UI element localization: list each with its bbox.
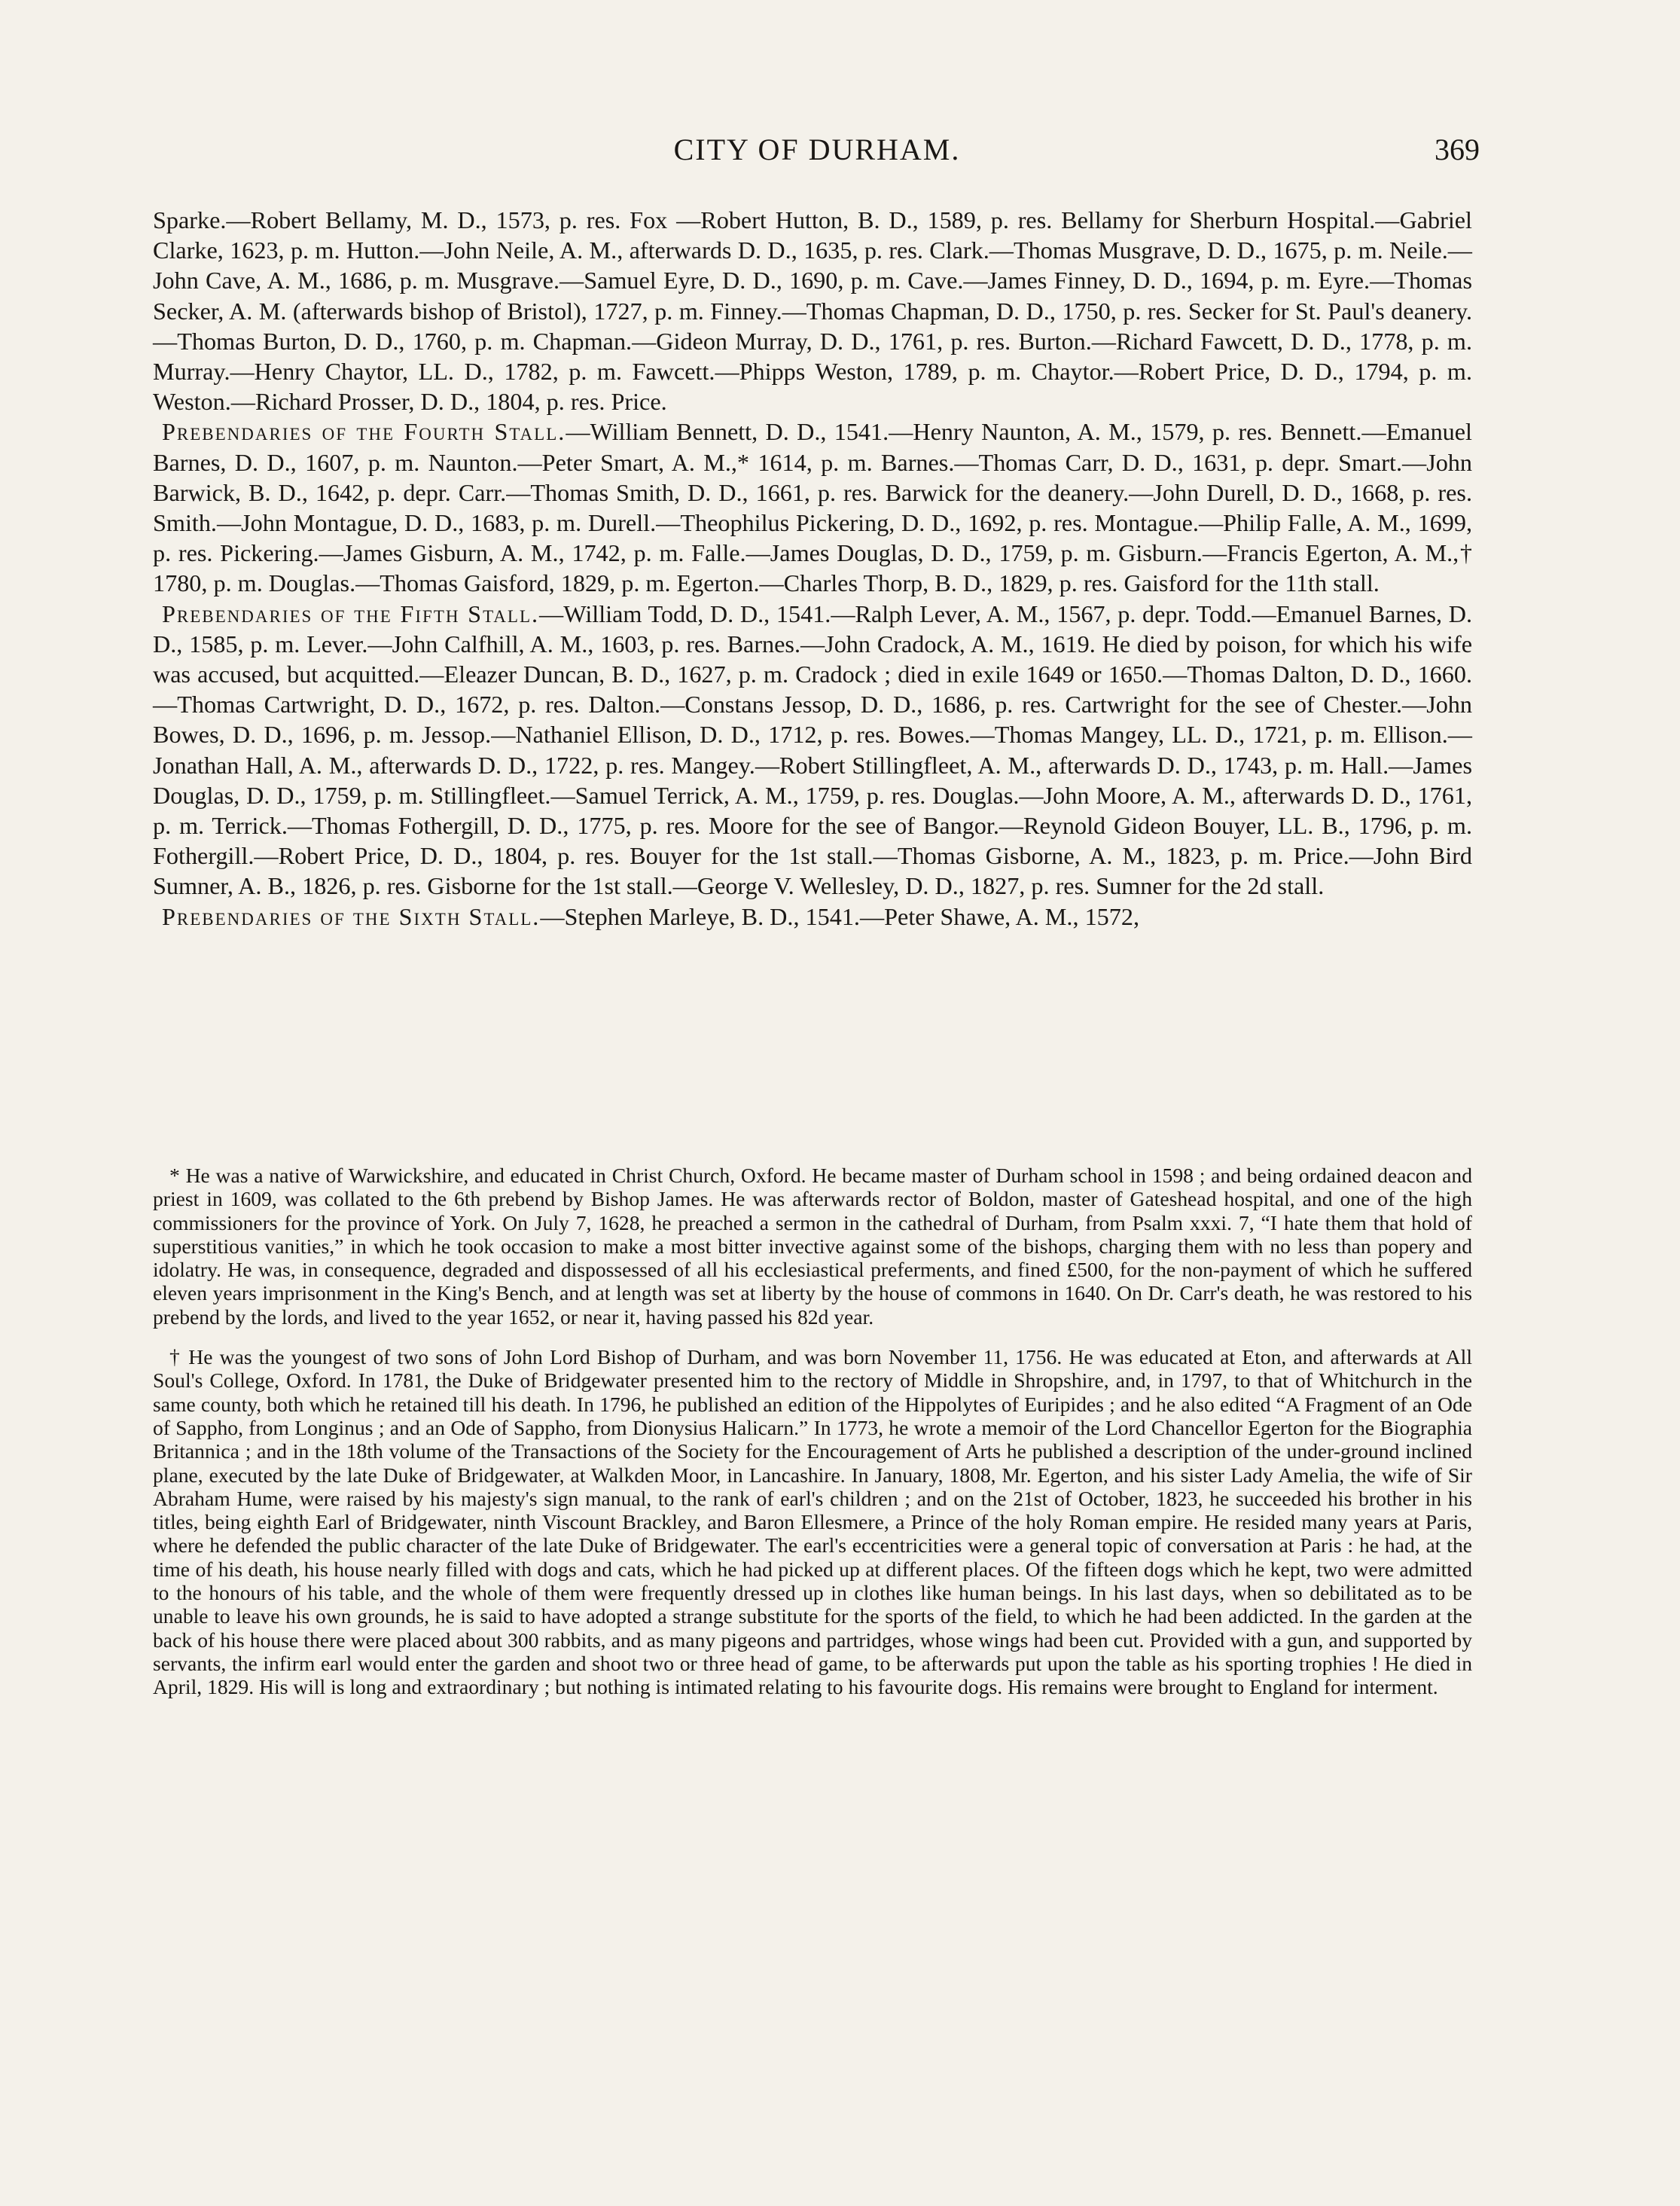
footnotes: [153, 1164, 1472, 1699]
paragraph-third-stall-continued: Sparke.—Robert Bellamy, M. D., 1573, p. res. Fox —Robert Hutton, B. D., 1589, p. res. Bellamy for Sherburn Hospital.—Gabriel Clarke, 1623, p. m. Hutton.—John Neile, A. M., afterwards D. D., 1635, p. res. Clark.—Thomas Musgrave, D. D., 1675, p. m. Neile.—John Cave, A. M., 1686, p. m. Musgrave.—Samuel Eyre, D. D., 1690, p. m. Cave.—James Finney, D. D., 1694, p. m. Eyre.—Thomas Secker, A. M. (afterwards bishop of Bristol), 1727, p. m. Finney.—Thomas Chapman, D. D., 1750, p. res. Secker for St. Paul's deanery.—Thomas Burton, D. D., 1760, p. m. Chapman.—Gideon Murray, D. D., 1761, p. res. Burton.—Richard Fawcett, D. D., 1778, p. m. Murray.—Henry Chaytor, LL. D., 1782, p. m. Fawcett.—Phipps Weston, 1789, p. m. Chaytor.—Robert Price, D. D., 1794, p. m. Weston.—Richard Prosser, D. D., 1804, p. res. Price.: [153, 206, 1472, 416]
footnote-asterisk: * He was a native of Warwickshire, and educated in Christ Church, Oxford. He became master of Durham school in 1598 ; and being ordained deacon and priest in 1609, was collated to the 6th prebend by Bishop James. He was afterwards rector of Boldon, master of Gateshead hospital, and one of the high commissioners for the province of York. On July 7, 1628, he preached a sermon in the cathedral of Durham, from Psalm xxxi. 7, “I hate them that hold of superstitious vanities,” in which he took occasion to make a most bitter invective against some of the bishops, charging them with no less than popery and idolatry. He was, in consequence, degraded and dispossessed of all his ecclesiastical preferments, and fined £500, for the non-payment of which he suffered eleven years imprisonment in the King's Bench, and at length was set at liberty by the house of commons in 1640. On Dr. Carr's death, he was restored to his prebend by the lords, and lived to the year 1652, or near it, having passed his 82d year.: [153, 1164, 1472, 1329]
page-header: [154, 132, 1480, 177]
page-number: 369: [1435, 133, 1480, 166]
footnote-dagger: † He was the youngest of two sons of John Lord Bishop of Durham, and was born November 11, 1756. He was educated at Eton, and afterwards at All Soul's College, Oxford. In 1781, the Duke of Bridgewater presented him to the rectory of Middle in Shropshire, and, in 1797, to that of Whitchurch in the same county, both which he retained till his death. In 1796, he published an edition of the Hippolytes of Euripides ; and he also edited “A Fragment of an Ode of Sappho, from Longinus ; and an Ode of Sappho, from Dionysius Halicarn.” In 1773, he wrote a memoir of the Lord Chancellor Egerton for the Biographia Britannica ; and in the 18th volume of the Transactions of the Society for the Encouragement of Arts he published a description of the under-ground inclined plane, executed by the late Duke of Bridgewater, at Walkden Moor, in Lancashire. In January, 1808, Mr. Egerton, and his sister Lady Amelia, the wife of Sir Abraham Hume, were raised by his majesty's sign manual, to the rank of earl's children ; and on the 21st of October, 1823, he succeeded his brother in his titles, being eighth Earl of Bridgewater, ninth Viscount Brackley, and Baron Ellesmere, a Prince of the holy Roman empire. He resided many years at Paris, where he defended the public character of the late Duke of Bridgewater. The earl's eccentricities were a general topic of conversation at Paris : he had, at the time of his death, his house nearly filled with dogs and cats, which he had picked up at different places. Of the fifteen dogs which he kept, two were admitted to the honours of his table, and the whole of them were frequently dressed up in clothes like human beings. In his last days, when so debilitated as to be unable to leave his own grounds, he is said to have adopted a strange substitute for the sports of the field, to which he had been addicted. In the garden at the back of his house there were placed about 300 rabbits, and as many pigeons and partridges, whose wings had been cut. Provided with a gun, and supported by servants, the infirm earl would enter the garden and shoot two or three head of game, to be afterwards put upon the table as his sporting trophies ! He died in April, 1829. His will is long and extraordinary ; but nothing is intimated relating to his favourite dogs. His remains were brought to England for interment.: [153, 1345, 1472, 1699]
main-text: [153, 205, 1472, 932]
section-label-sixth-stall: Prebendaries of the Sixth Stall.: [162, 902, 541, 930]
section-label-fifth-stall: Prebendaries of the Fifth Stall.: [162, 600, 540, 627]
paragraph-fifth-stall: [153, 599, 1472, 902]
section-text-fourth-stall: —William Bennett, D. D., 1541.—Henry Naunton, A. M., 1579, p. res. Bennett.—Emanuel Barnes, D. D., 1607, p. m. Naunton.—Peter Smart, A. M.,* 1614, p. m. Barnes.—Thomas Carr, D. D., 1631, p. depr. Smart.—John Barwick, B. D., 1642, p. depr. Carr.—Thomas Smith, D. D., 1661, p. res. Barwick for the deanery.—John Durell, D. D., 1668, p. res. Smith.—John Montague, D. D., 1683, p. m. Durell.—Theophilus Pickering, D. D., 1692, p. res. Montague.—Philip Falle, A. M., 1699, p. res. Pickering.—James Gisburn, A. M., 1742, p. m. Falle.—James Douglas, D. D., 1759, p. m. Gisburn.—Francis Egerton, A. M.,† 1780, p. m. Douglas.—Thomas Gaisford, 1829, p. m. Egerton.—Charles Thorp, B. D., 1829, p. res. Gaisford for the 11th stall.: [153, 418, 1472, 597]
running-title: CITY OF DURHAM.: [673, 133, 961, 166]
paragraph-sixth-stall: [153, 902, 1472, 932]
section-label-fourth-stall: Prebendaries of the Fourth Stall.: [162, 418, 566, 446]
paragraph-fourth-stall: [153, 416, 1472, 598]
section-text-fifth-stall: —William Todd, D. D., 1541.—Ralph Lever, A. M., 1567, p. depr. Todd.—Emanuel Barnes, D. D., 1585, p. m. Lever.—John Calfhill, A. M., 1603, p. res. Barnes.—John Cradock, A. M., 1619. He died by poison, for which his wife was accused, but acquitted.—Eleazer Duncan, B. D., 1627, p. m. Cradock ; died in exile 1649 or 1650.—Thomas Dalton, D. D., 1660.—Thomas Cartwright, D. D., 1672, p. res. Dalton.—Constans Jessop, D. D., 1686, p. res. Cartwright for the see of Chester.—John Bowes, D. D., 1696, p. m. Jessop.—Nathaniel Ellison, D. D., 1712, p. res. Bowes.—Thomas Mangey, LL. D., 1721, p. m. Ellison.—Jonathan Hall, A. M., afterwards D. D., 1722, p. res. Mangey.—Robert Stillingfleet, A. M., afterwards D. D., 1743, p. m. Hall.—James Douglas, D. D., 1759, p. m. Stillingfleet.—Samuel Terrick, A. M., 1759, p. res. Douglas.—John Moore, A. M., afterwards D. D., 1761, p. m. Terrick.—Thomas Fothergill, D. D., 1775, p. res. Moore for the see of Bangor.—Reynold Gideon Bouyer, LL. B., 1796, p. m. Fothergill.—Robert Price, D. D., 1804, p. res. Bouyer for the 1st stall.—Thomas Gisborne, A. M., 1823, p. m. Price.—John Bird Sumner, A. B., 1826, p. res. Gisborne for the 1st stall.—George V. Wellesley, D. D., 1827, p. res. Sumner for the 2d stall.: [153, 600, 1472, 900]
section-text-sixth-stall: —Stephen Marleye, B. D., 1541.—Peter Shawe, A. M., 1572,: [540, 902, 1139, 930]
